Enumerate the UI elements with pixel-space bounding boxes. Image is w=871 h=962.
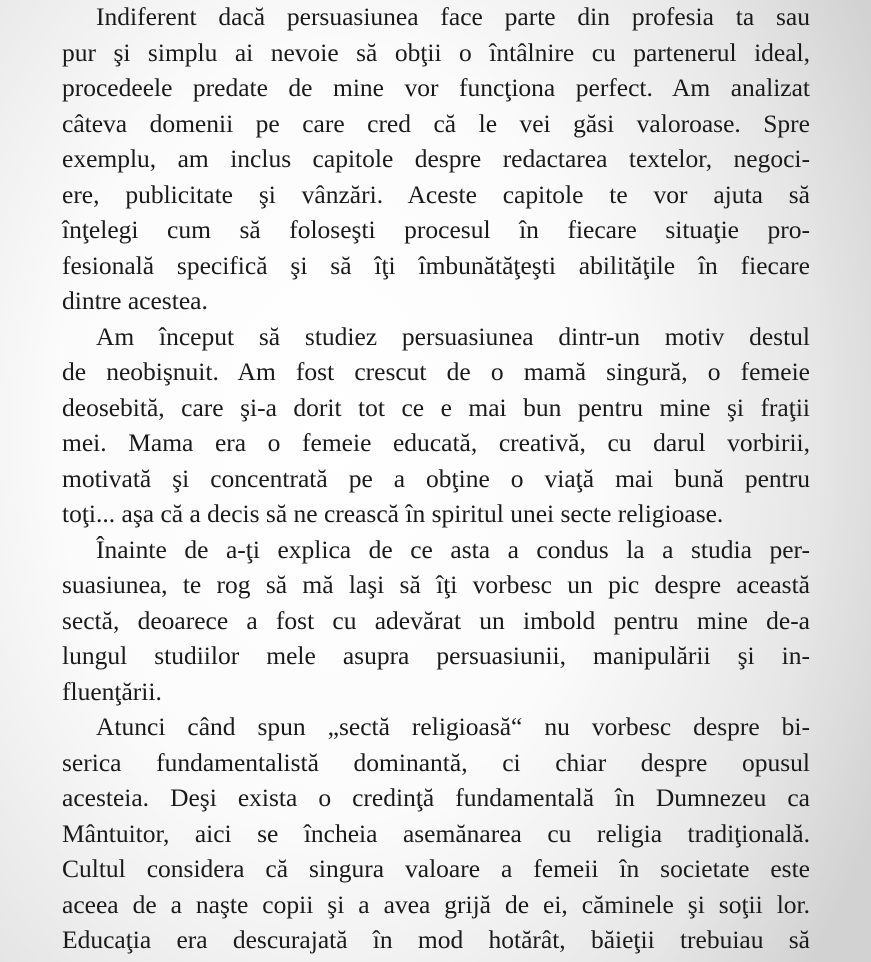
text-line: motivată şi concentrată pe a obţine o viaţă mai bună pentru bbox=[62, 463, 810, 493]
text-line: lungul studiilor mele asupra persuasiunii, manipulării şi in- bbox=[62, 641, 810, 670]
paragraph bbox=[62, 709, 810, 958]
text-line: aceea de a naşte copii şi a avea grijă de ei, căminele şi soţii lor. bbox=[62, 889, 810, 919]
text-line: Indiferent dacă persuasiunea face parte din profesia ta sau bbox=[96, 2, 810, 31]
text-line: exemplu, am inclus capitole despre redactarea textelor, negoci- bbox=[62, 144, 810, 173]
text-line: câteva domenii pe care cred că le vei găsi valoroase. Spre bbox=[62, 108, 810, 138]
text-line: înţelegi cum să foloseşti procesul în fiecare situaţie pro- bbox=[62, 215, 810, 244]
text-line: suasiunea, te rog să mă laşi să îţi vorbesc un pic despre această bbox=[62, 570, 810, 599]
paragraph bbox=[62, 0, 810, 319]
text-line: fesională specifică şi să îţi îmbunătăţeşti abilităţile în fiecare bbox=[62, 250, 810, 280]
text-line: pur şi simplu ai nevoie să obţii o întâlnire cu partenerul ideal, bbox=[62, 37, 810, 67]
text-line: Atunci când spun „sectă religioasă“ nu vorbesc despre bi- bbox=[96, 712, 810, 741]
text-line: toţi... aşa că a decis să ne crească în spiritul unei secte religioase. bbox=[62, 499, 724, 528]
paragraph bbox=[62, 319, 810, 532]
text-line: acesteia. Deşi exista o credinţă fundamentală în Dumnezeu ca bbox=[62, 783, 810, 812]
text-line: serica fundamentalistă dominantă, ci chiar despre opusul bbox=[62, 747, 810, 777]
text-line: ere, publicitate şi vânzări. Aceste capitole te vor ajuta să bbox=[62, 179, 810, 209]
text-line: procedeele predate de mine vor funcţiona perfect. Am analizat bbox=[62, 73, 810, 102]
text-line: Înainte de a-ţi explica de ce asta a condus la a studia per- bbox=[96, 534, 810, 564]
text-line: Am început să studiez persuasiunea dintr-un motiv destul bbox=[96, 321, 810, 351]
text-line: dintre acestea. bbox=[62, 286, 208, 315]
text-line: Cultul considera că singura valoare a femeii în societate este bbox=[62, 854, 810, 883]
text-line: sectă, deoarece a fost cu adevărat un imbold pentru mine de-a bbox=[62, 605, 810, 635]
text-line: mei. Mama era o femeie educată, creativă, cu darul vorbirii, bbox=[62, 428, 810, 457]
text-line: fluenţării. bbox=[62, 676, 162, 706]
text-line: de neobişnuit. Am fost crescut de o mamă singură, o femeie bbox=[62, 357, 810, 386]
book-page-text bbox=[62, 0, 810, 958]
text-line: Educaţia era descurajată în mod hotărât, băieţii trebuiau să bbox=[62, 925, 810, 954]
paragraph bbox=[62, 532, 810, 710]
text-line: deosebită, care şi-a dorit tot ce e mai bun pentru mine şi fraţii bbox=[62, 392, 810, 422]
text-line: Mântuitor, aici se încheia asemănarea cu religia tradiţională. bbox=[62, 818, 810, 848]
